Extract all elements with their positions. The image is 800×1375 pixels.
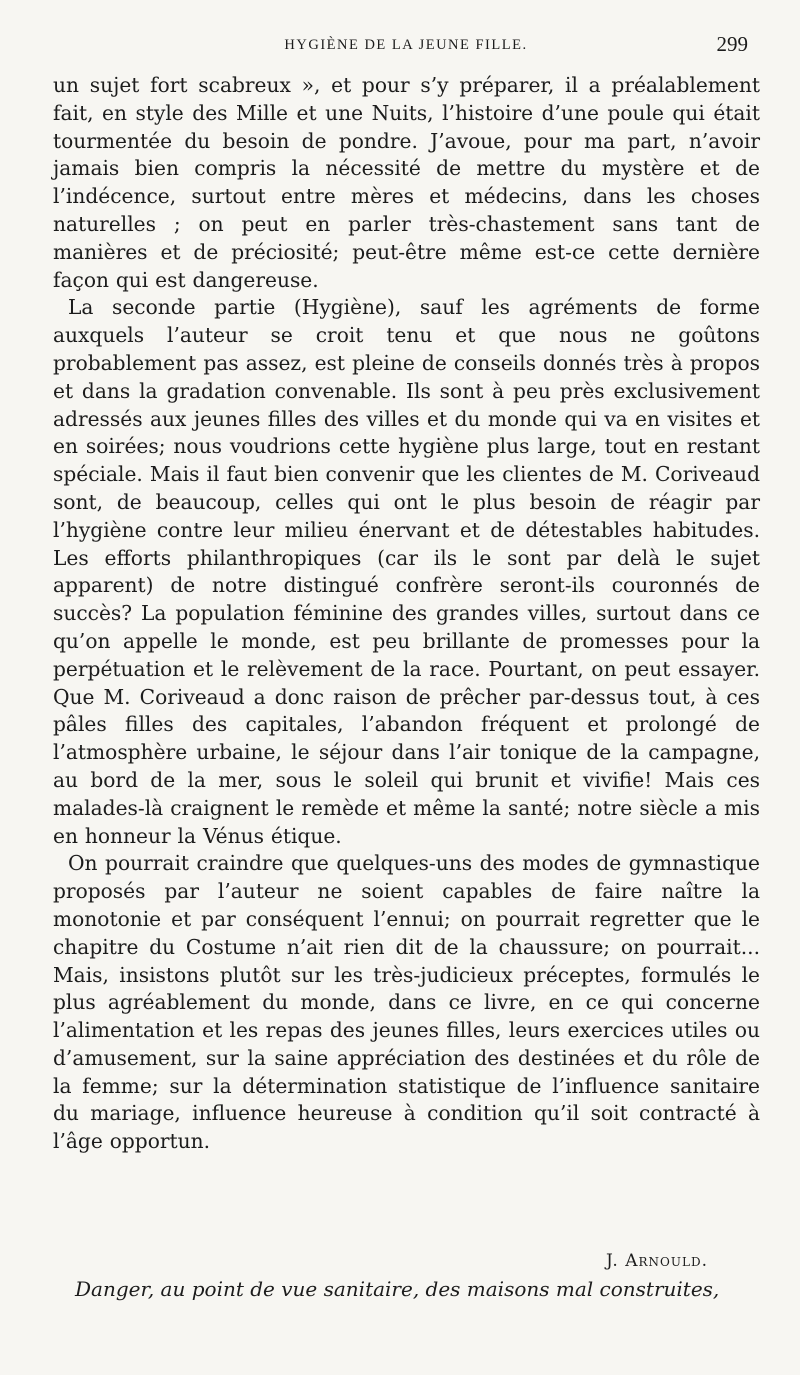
paragraph-1: un sujet fort scabreux », et pour s’y préparer, il a préalablement fait, en style des Mille et une Nuits, l’histoire d’une poule qui était tourmentée du besoin de pondre. J’avoue, pour ma part, n’avoir jamais bien compris la nécessité de mettre du mystère et de l’indécence, surtout entre mères et médecins, dans les choses naturelles ; on peut en parler très-chastement sans tant de manières et de préciosité; peut-être même est-ce cette dernière façon qui est dangereuse. (53, 73, 760, 292)
paragraph-2: La seconde partie (Hygiène), sauf les agréments de forme auxquels l’auteur se croit tenu et que nous ne goûtons probablement pas assez, est pleine de conseils donnés très à propos et dans la gradation convenable. Ils sont à peu près exclusivement adressés aux jeunes filles des villes et du monde qui va en visites et en soirées; nous voudrions cette hygiène plus large, tout en restant spéciale. Mais il faut bien convenir que les clientes de M. Coriveaud sont, de beaucoup, celles qui ont le plus besoin de réagir par l’hygiène contre leur milieu énervant et de détestables habitudes. Les efforts philanthropiques (car ils le sont par delà le sujet apparent) de notre distingué confrère seront-ils couronnés de succès? La population féminine des grandes villes, surtout dans ce qu’on appelle le monde, est peu brillante de promesses pour la perpétuation et le relèvement de la race. Pourtant, on peut essayer. Que M. Coriveaud a donc raison de prêcher par-dessus tout, à ces pâles filles des capitales, l’abandon fréquent et prolongé de l’atmosphère urbaine, le séjour dans l’air tonique de la campagne, au bord de la mer, sous le soleil qui brunit et vivifie! Mais ces malades-là craignent le remède et même la santé; notre siècle a mis en honneur la Vénus étique. (53, 295, 760, 848)
article-body (53, 72, 760, 1156)
author-signature: J. Arnould. (605, 1251, 708, 1271)
running-title: HYGIÈNE DE LA JEUNE FILLE. (284, 37, 528, 53)
page-header (52, 32, 760, 65)
next-section-title: Danger, au point de vue sanitaire, des maisons mal construites, (75, 1277, 720, 1301)
page-number: 299 (716, 32, 748, 56)
paragraph-3: On pourrait craindre que quelques-uns des modes de gymnastique proposés par l’auteur ne soient capables de faire naître la monotonie et par conséquent l’ennui; on pourrait regretter que le chapitre du Costume n’ait rien dit de la chaussure; on pourrait... Mais, insistons plutôt sur les très-judicieux préceptes, formulés le plus agréablement du monde, dans ce livre, en ce qui concerne l’alimentation et les repas des jeunes filles, leurs exercices utiles ou d’amusement, sur la saine appréciation des destinées et du rôle de la femme; sur la détermination statistique de l’influence sanitaire du mariage, influence heureuse à condition qu’il soit contracté à l’âge opportun. (53, 851, 760, 1154)
